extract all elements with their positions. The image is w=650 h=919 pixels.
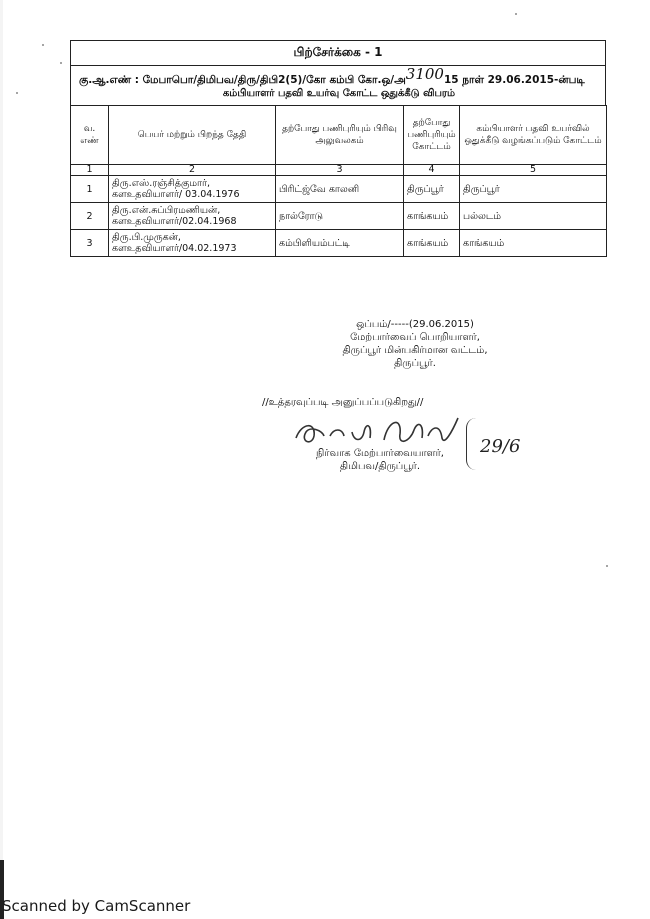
scan-speck: [16, 92, 18, 94]
column-number: 5: [460, 165, 607, 176]
reference-date: 15 நாள் 29.06.2015-ன்படி: [443, 74, 585, 86]
signature-designation: மேற்பார்வைப் பொறியாளர்,: [350, 332, 480, 343]
handwritten-bracket: [466, 418, 477, 470]
reference-subject: கம்பியாளர் பதவி உயர்வு கோட்ட ஒதுக்கீடு விபரம்: [222, 88, 456, 99]
employee-name: திரு.பி.முருகன்,: [112, 232, 181, 243]
header-current-division: தற்போது பணிபுரியும் கோட்டம்: [404, 106, 460, 165]
name-dob-cell: [109, 230, 276, 257]
allotted-division: காங்கயம்: [460, 230, 607, 257]
section-office: கம்பிளியம்பட்டி: [276, 230, 404, 257]
signature-scribble-icon: [292, 412, 472, 452]
handwritten-date: 29/6: [480, 436, 521, 457]
header-allotted-division: கம்பியாளர் பதவி உயர்வில் ஒதுக்கீடு வழங்கப்படும் கோட்டம்: [460, 106, 607, 165]
section-office: பிரிட்ஜ்வே காலனி: [276, 176, 404, 203]
serial-number: 3: [71, 230, 109, 257]
camscanner-watermark: Scanned by CamScanner: [2, 897, 191, 915]
table-row: [71, 203, 607, 230]
employee-name: திரு.என்.சுப்பிரமணியன்,: [112, 205, 221, 216]
approval-text: //உத்தரவுப்படி அனுப்பப்படுகிறது//: [262, 397, 424, 408]
scan-speck: [60, 62, 62, 64]
current-division: காங்கயம்: [404, 203, 460, 230]
page-edge: [0, 0, 3, 919]
table-row: [71, 230, 607, 257]
officer-block: [310, 447, 450, 473]
signature-place: திருப்பூர்.: [394, 358, 436, 369]
current-division: காங்கயம்: [404, 230, 460, 257]
header-serial-number: வ. எண்: [71, 106, 109, 165]
handwritten-reference-number: 3100: [405, 65, 444, 83]
scan-speck: [515, 13, 517, 15]
column-number-row: [71, 165, 607, 176]
officer-office: திமிபவ/திருப்பூர்.: [339, 461, 421, 472]
current-division: திருப்பூர்: [404, 176, 460, 203]
scan-speck: [606, 565, 608, 567]
signature-circle: திருப்பூர் மின்பகிர்மான வட்டம்,: [342, 345, 488, 356]
designation-dob: களஉதவியாளர்/04.02.1973: [112, 243, 237, 254]
annexure-table-block: [70, 40, 606, 257]
column-number: 1: [71, 165, 109, 176]
designation-dob: களஉதவியாளர்/ 03.04.1976: [112, 189, 240, 200]
section-office: நால்ரோடு: [276, 203, 404, 230]
allotted-division: திருப்பூர்: [460, 176, 607, 203]
designation-dob: களஉதவியாளர்/02.04.1968: [112, 216, 237, 227]
allotted-division: பல்லடம்: [460, 203, 607, 230]
column-number: 3: [276, 165, 404, 176]
reference-line: [70, 65, 606, 105]
table-header-row: [71, 106, 607, 165]
officer-designation: நிர்வாக மேற்பார்வையாளர்,: [316, 448, 444, 459]
signature-line: ஒப்பம்/-----(29.06.2015): [356, 319, 474, 330]
employee-name: திரு.எஸ்.ரஞ்சித்குமார்,: [112, 178, 210, 189]
annexure-title: பிற்சேர்க்கை - 1: [70, 40, 606, 65]
column-number: 2: [109, 165, 276, 176]
header-current-section: தற்போது பணிபுரியும் பிரிவு அலுவலகம்: [276, 106, 404, 165]
table-row: [71, 176, 607, 203]
name-dob-cell: [109, 203, 276, 230]
name-dob-cell: [109, 176, 276, 203]
column-number: 4: [404, 165, 460, 176]
allotment-table: [70, 105, 607, 257]
superintending-engineer-signature-block: [325, 318, 505, 370]
reference-number: கு.ஆ.எண் : மேபாபொ/திமிபவ/திரு/திபி2(5)/கோ கம்பி கோ.ஒ/அ: [79, 74, 406, 86]
serial-number: 1: [71, 176, 109, 203]
header-name-dob: பெயர் மற்றும் பிறந்த தேதி: [109, 106, 276, 165]
scan-speck: [42, 44, 44, 46]
serial-number: 2: [71, 203, 109, 230]
